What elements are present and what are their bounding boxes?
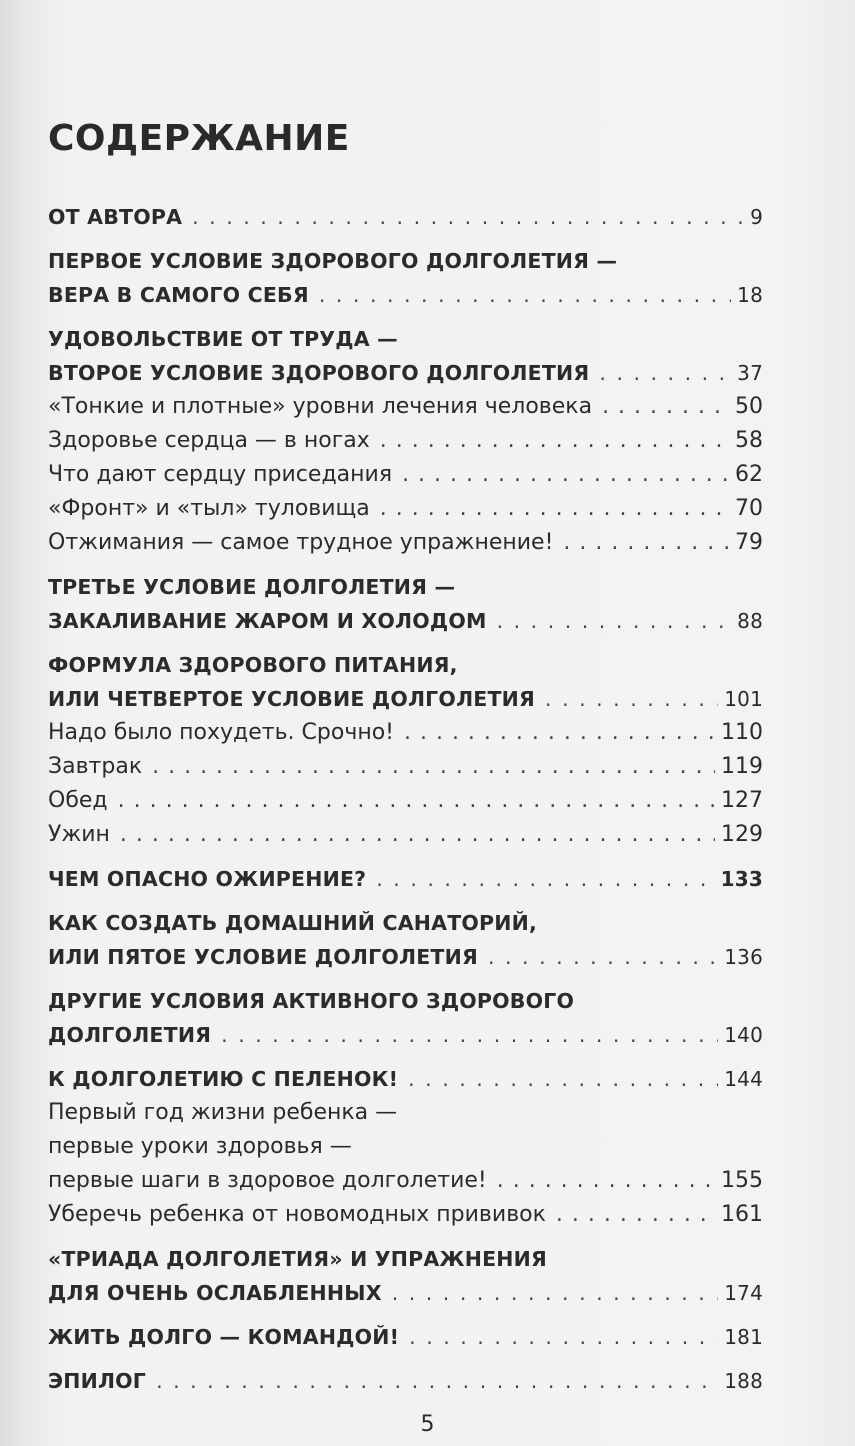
dot-leader bbox=[409, 1320, 718, 1354]
toc-entry-title: ФОРМУЛА ЗДОРОВОГО ПИТАНИЯ, bbox=[48, 653, 458, 677]
dot-leader bbox=[497, 1164, 715, 1198]
toc-entry bbox=[48, 390, 763, 424]
toc-entry-line bbox=[48, 390, 763, 424]
toc-entry bbox=[48, 1062, 763, 1096]
toc-entry-line bbox=[48, 716, 763, 750]
toc-entry-line bbox=[48, 322, 763, 356]
toc-entry-line bbox=[48, 1130, 763, 1164]
toc-entry-line bbox=[48, 682, 763, 716]
dot-leader bbox=[402, 458, 729, 492]
toc-entry-title: ДРУГИЕ УСЛОВИЯ АКТИВНОГО ЗДОРОВОГО bbox=[48, 989, 575, 1013]
dot-leader bbox=[408, 1062, 718, 1096]
toc-entry-title: «Тонкие и плотные» уровни лечения человека bbox=[48, 394, 593, 419]
toc-page-number: 174 bbox=[724, 1281, 763, 1305]
toc-entry-title: Первый год жизни ребенка — bbox=[48, 1100, 398, 1125]
toc-entry-line bbox=[48, 1276, 763, 1310]
toc-entry-title: Что дают сердцу приседания bbox=[48, 462, 393, 487]
toc-entry-line bbox=[48, 356, 763, 390]
toc-entry bbox=[48, 570, 763, 638]
toc-entry-line bbox=[48, 1364, 763, 1398]
toc-entry bbox=[48, 492, 763, 526]
toc-entry bbox=[48, 750, 763, 784]
toc-page-number: 18 bbox=[737, 283, 763, 307]
toc-entry-line bbox=[48, 1242, 763, 1276]
toc-entry-title: ДЛЯ ОЧЕНЬ ОСЛАБЛЕННЫХ bbox=[48, 1281, 382, 1305]
toc-page-number: 62 bbox=[735, 462, 763, 487]
toc-entry-title: ОТ АВТОРА bbox=[48, 205, 183, 229]
toc-entry-line bbox=[48, 818, 763, 852]
toc-entry-line bbox=[48, 1096, 763, 1130]
toc-entry-line bbox=[48, 984, 763, 1018]
toc-entry-title: Здоровье сердца — в ногах bbox=[48, 428, 370, 453]
toc-entry bbox=[48, 1364, 763, 1398]
toc-entry-title: Завтрак bbox=[48, 754, 143, 779]
toc-entry-line bbox=[48, 1320, 763, 1354]
toc-entry bbox=[48, 458, 763, 492]
toc-entry-title: Отжимания — самое трудное упражнение! bbox=[48, 530, 554, 555]
toc-page-number: 129 bbox=[721, 822, 763, 847]
toc-entry bbox=[48, 244, 763, 312]
toc-entry bbox=[48, 424, 763, 458]
dot-leader bbox=[380, 424, 729, 458]
toc-page-number: 50 bbox=[735, 394, 763, 419]
toc-entry-title: Надо было похудеть. Срочно! bbox=[48, 720, 394, 745]
toc-entry bbox=[48, 862, 763, 896]
toc-page-number: 70 bbox=[735, 496, 763, 521]
dot-leader bbox=[221, 1018, 718, 1052]
toc-entry-line bbox=[48, 1062, 763, 1096]
toc-entry-title: ДОЛГОЛЕТИЯ bbox=[48, 1023, 212, 1047]
toc-entry-title: ВЕРА В САМОГО СЕБЯ bbox=[48, 283, 309, 307]
toc-entry-line bbox=[48, 458, 763, 492]
toc-entry-line bbox=[48, 492, 763, 526]
toc-entry-line bbox=[48, 604, 763, 638]
table-of-contents bbox=[48, 200, 763, 1398]
dot-leader bbox=[497, 604, 732, 638]
toc-page-number: 155 bbox=[721, 1168, 763, 1193]
toc-page-number: 136 bbox=[724, 945, 763, 969]
toc-entry bbox=[48, 784, 763, 818]
toc-page-number: 161 bbox=[721, 1202, 763, 1227]
toc-entry-title: ИЛИ ПЯТОЕ УСЛОВИЕ ДОЛГОЛЕТИЯ bbox=[48, 945, 478, 969]
dot-leader bbox=[488, 940, 718, 974]
dot-leader bbox=[192, 200, 744, 234]
toc-page-number: 9 bbox=[750, 205, 763, 229]
toc-page-number: 140 bbox=[724, 1023, 763, 1047]
toc-page-number: 58 bbox=[735, 428, 763, 453]
dot-leader bbox=[563, 526, 729, 560]
toc-page-number: 127 bbox=[721, 788, 763, 813]
toc-page-number: 37 bbox=[737, 361, 763, 385]
toc-entry-line bbox=[48, 784, 763, 818]
toc-page-number: 79 bbox=[735, 530, 763, 555]
toc-entry-line bbox=[48, 750, 763, 784]
toc-entry-title: «ТРИАДА ДОЛГОЛЕТИЯ» И УПРАЖНЕНИЯ bbox=[48, 1247, 547, 1271]
toc-entry-title: ЧЕМ ОПАСНО ОЖИРЕНИЕ? bbox=[48, 867, 367, 891]
toc-entry bbox=[48, 526, 763, 560]
toc-entry bbox=[48, 648, 763, 716]
toc-entry-line bbox=[48, 526, 763, 560]
dot-leader bbox=[602, 390, 729, 424]
dot-leader bbox=[404, 716, 715, 750]
dot-leader bbox=[120, 818, 715, 852]
toc-entry bbox=[48, 322, 763, 390]
toc-entry bbox=[48, 200, 763, 234]
toc-page-number: 119 bbox=[721, 754, 763, 779]
toc-entry-line bbox=[48, 570, 763, 604]
toc-entry bbox=[48, 716, 763, 750]
dot-leader bbox=[319, 278, 731, 312]
toc-entry-line bbox=[48, 940, 763, 974]
toc-page-number: 144 bbox=[724, 1067, 763, 1091]
toc-entry bbox=[48, 1320, 763, 1354]
toc-page-number: 101 bbox=[724, 687, 763, 711]
page-number: 5 bbox=[420, 1412, 435, 1437]
toc-entry-title: ЗАКАЛИВАНИЕ ЖАРОМ И ХОЛОДОМ bbox=[48, 609, 487, 633]
toc-entry bbox=[48, 818, 763, 852]
toc-entry-title: первые шаги в здоровое долголетие! bbox=[48, 1168, 487, 1193]
toc-entry-line bbox=[48, 906, 763, 940]
toc-entry-title: К ДОЛГОЛЕТИЮ С ПЕЛЕНОК! bbox=[48, 1067, 399, 1091]
toc-page-number: 133 bbox=[720, 867, 763, 891]
toc-entry-line bbox=[48, 1018, 763, 1052]
toc-entry-line bbox=[48, 648, 763, 682]
toc-entry-title: Уберечь ребенка от новомодных прививок bbox=[48, 1202, 546, 1227]
toc-entry-title: ВТОРОЕ УСЛОВИЕ ЗДОРОВОГО ДОЛГОЛЕТИЯ bbox=[48, 361, 590, 385]
toc-entry-title: ПЕРВОЕ УСЛОВИЕ ЗДОРОВОГО ДОЛГОЛЕТИЯ — bbox=[48, 249, 618, 273]
toc-entry-line bbox=[48, 278, 763, 312]
toc-entry bbox=[48, 1198, 763, 1232]
toc-entry-line bbox=[48, 1198, 763, 1232]
dot-leader bbox=[599, 356, 731, 390]
toc-entry-line bbox=[48, 1164, 763, 1198]
dot-leader bbox=[556, 1198, 715, 1232]
toc-entry-title: ЖИТЬ ДОЛГО — КОМАНДОЙ! bbox=[48, 1325, 400, 1349]
toc-entry-title: ЭПИЛОГ bbox=[48, 1369, 147, 1393]
toc-entry-title: УДОВОЛЬСТВИЕ ОТ ТРУДА — bbox=[48, 327, 398, 351]
dot-leader bbox=[156, 1364, 718, 1398]
toc-page-number: 110 bbox=[721, 720, 763, 745]
toc-entry bbox=[48, 984, 763, 1052]
toc-page-number: 188 bbox=[724, 1369, 763, 1393]
dot-leader bbox=[152, 750, 715, 784]
toc-entry-title: Ужин bbox=[48, 822, 110, 847]
page-title: СОДЕРЖАНИЕ bbox=[48, 118, 350, 159]
dot-leader bbox=[392, 1276, 719, 1310]
toc-entry-line bbox=[48, 862, 763, 896]
toc-entry bbox=[48, 1242, 763, 1310]
dot-leader bbox=[545, 682, 718, 716]
dot-leader bbox=[376, 862, 714, 896]
toc-page-number: 181 bbox=[724, 1325, 763, 1349]
toc-entry-title: ИЛИ ЧЕТВЕРТОЕ УСЛОВИЕ ДОЛГОЛЕТИЯ bbox=[48, 687, 536, 711]
toc-entry bbox=[48, 906, 763, 974]
dot-leader bbox=[380, 492, 729, 526]
toc-entry-title: КАК СОЗДАТЬ ДОМАШНИЙ САНАТОРИЙ, bbox=[48, 911, 537, 935]
toc-entry-line bbox=[48, 244, 763, 278]
toc-entry-line bbox=[48, 424, 763, 458]
dot-leader bbox=[118, 784, 715, 818]
toc-page-number: 88 bbox=[737, 609, 763, 633]
toc-entry-title: «Фронт» и «тыл» туловища bbox=[48, 496, 370, 521]
toc-entry-title: первые уроки здоровья — bbox=[48, 1134, 352, 1159]
toc-entry-title: Обед bbox=[48, 788, 108, 813]
toc-entry-line bbox=[48, 200, 763, 234]
toc-entry-title: ТРЕТЬЕ УСЛОВИЕ ДОЛГОЛЕТИЯ — bbox=[48, 575, 456, 599]
toc-entry bbox=[48, 1096, 763, 1198]
